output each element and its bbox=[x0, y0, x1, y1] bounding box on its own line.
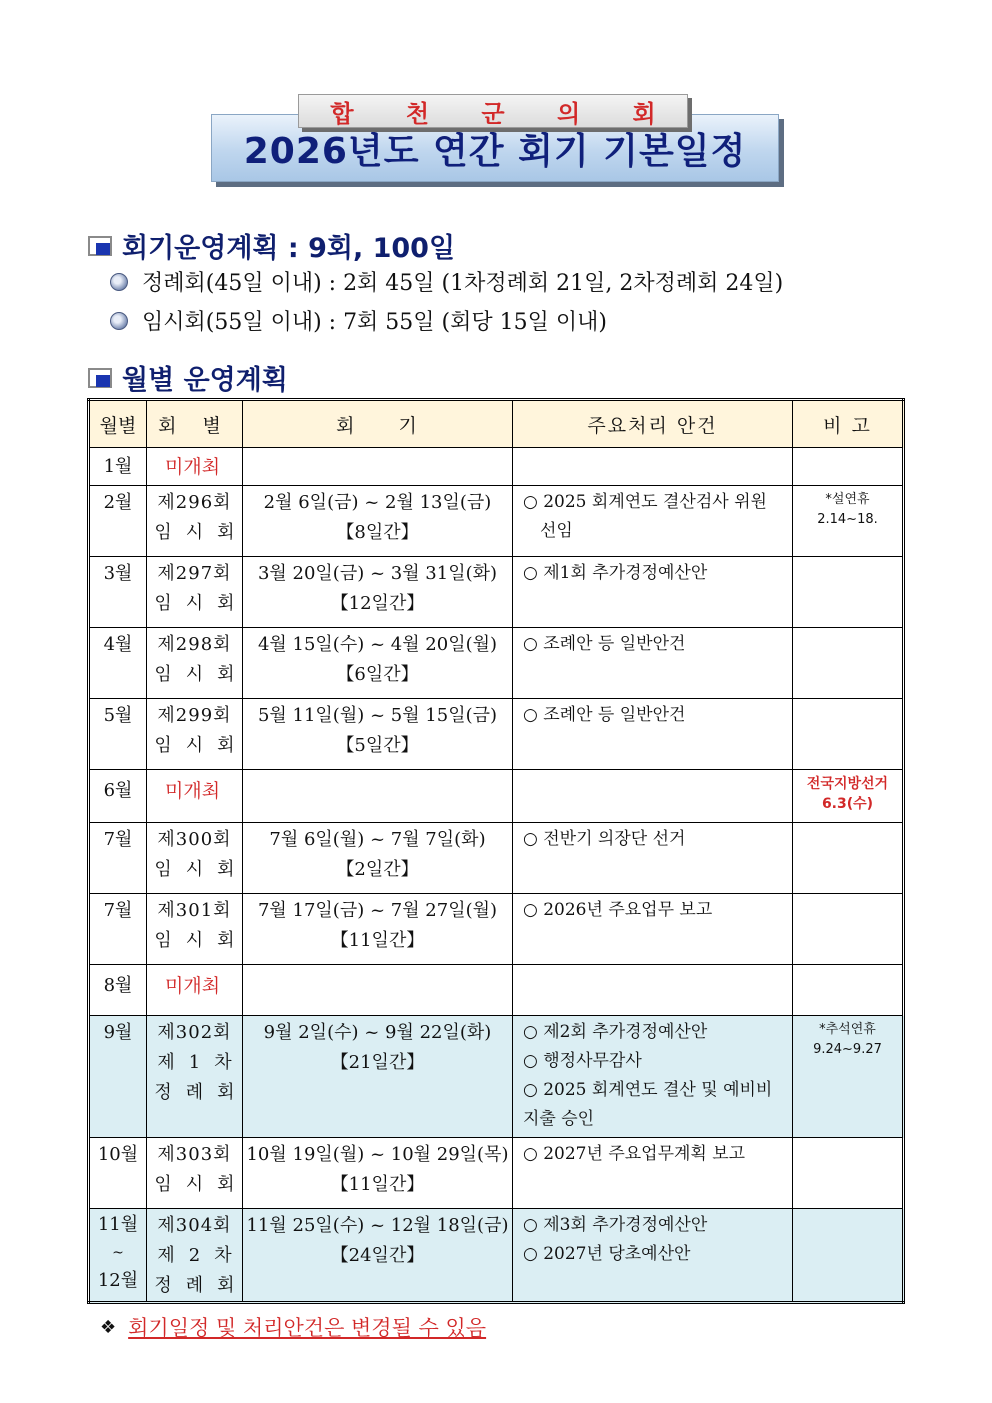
plan-item-text: 정례회(45일 이내) : 2회 45일 (1차정례회 21일, 2차정례회 24일) bbox=[142, 271, 784, 296]
header-period: 회 기 bbox=[243, 400, 513, 448]
month-cell: 8월 bbox=[89, 965, 147, 1016]
month-cell: 5월 bbox=[89, 699, 147, 770]
table-row bbox=[89, 1138, 904, 1209]
footnote bbox=[100, 1312, 486, 1342]
month-cell: 3월 bbox=[89, 557, 147, 628]
monthly-schedule-table bbox=[87, 398, 905, 1304]
session-cell: 제304회 제2차 정례회 bbox=[147, 1209, 243, 1303]
square-bullet-icon bbox=[88, 368, 112, 388]
agenda-cell: ○ 제3회 추가경정예산안 ○ 2027년 당초예산안 bbox=[513, 1209, 793, 1303]
session-cell: 제298회 임시회 bbox=[147, 628, 243, 699]
period-cell: 3월 20일(금) ~ 3월 31일(화) 【12일간】 bbox=[243, 557, 513, 628]
section-monthly-plan bbox=[88, 358, 288, 397]
period-cell: 7월 17일(금) ~ 7월 27일(월) 【11일간】 bbox=[243, 894, 513, 965]
agenda-cell: ○ 2025 회계연도 결산검사 위원 선임 bbox=[513, 486, 793, 557]
table-row bbox=[89, 557, 904, 628]
footnote-text: 회기일정 및 처리안건은 변경될 수 있음 bbox=[128, 1316, 487, 1340]
session-cell: 제301회 임시회 bbox=[147, 894, 243, 965]
header-session: 회 별 bbox=[147, 400, 243, 448]
note-cell: 전국지방선거 6.3(수) bbox=[793, 770, 904, 823]
period-cell: 2월 6일(금) ~ 2월 13일(금) 【8일간】 bbox=[243, 486, 513, 557]
month-cell: 11월 ~ 12월 bbox=[89, 1209, 147, 1303]
month-cell: 1월 bbox=[89, 448, 147, 486]
table-row bbox=[89, 448, 904, 486]
square-bullet-icon bbox=[88, 236, 112, 256]
agenda-cell: ○ 전반기 의장단 선거 bbox=[513, 823, 793, 894]
period-cell: 10월 19일(월) ~ 10월 29일(목) 【11일간】 bbox=[243, 1138, 513, 1209]
section-session-plan bbox=[88, 226, 455, 265]
table-row bbox=[89, 699, 904, 770]
table-row bbox=[89, 1016, 904, 1138]
table-header-row bbox=[89, 400, 904, 448]
agenda-cell: ○ 2027년 주요업무계획 보고 bbox=[513, 1138, 793, 1209]
diamond-bullet-icon: ❖ bbox=[100, 1316, 117, 1338]
month-cell: 4월 bbox=[89, 628, 147, 699]
agenda-cell: ○ 조례안 등 일반안건 bbox=[513, 699, 793, 770]
unheld-label: 미개최 bbox=[147, 448, 243, 486]
unheld-label: 미개최 bbox=[147, 770, 243, 823]
table-row bbox=[89, 1209, 904, 1303]
circle-bullet-icon bbox=[110, 312, 128, 330]
table-row bbox=[89, 486, 904, 557]
document-title: 2026년도 연간 회기 기본일정 bbox=[243, 130, 747, 172]
plan-item bbox=[110, 266, 783, 297]
session-cell: 제300회 임시회 bbox=[147, 823, 243, 894]
section-title: 월별 운영계획 bbox=[122, 365, 288, 396]
agenda-cell: ○ 조례안 등 일반안건 bbox=[513, 628, 793, 699]
month-cell: 7월 bbox=[89, 894, 147, 965]
table-row bbox=[89, 823, 904, 894]
council-name: 합 천 군 의 회 bbox=[330, 99, 678, 128]
month-cell: 6월 bbox=[89, 770, 147, 823]
period-cell: 5월 11일(월) ~ 5월 15일(금) 【5일간】 bbox=[243, 699, 513, 770]
section-title: 회기운영계획 : 9회, 100일 bbox=[122, 233, 456, 264]
period-cell: 9월 2일(수) ~ 9월 22일(화) 【21일간】 bbox=[243, 1016, 513, 1138]
unheld-label: 미개최 bbox=[147, 965, 243, 1016]
table-row bbox=[89, 770, 904, 823]
note-cell: *설연휴 2.14~18. bbox=[793, 486, 904, 557]
header-note: 비 고 bbox=[793, 400, 904, 448]
month-cell: 9월 bbox=[89, 1016, 147, 1138]
plan-item-text: 임시회(55일 이내) : 7회 55일 (회당 15일 이내) bbox=[142, 310, 607, 335]
table-row bbox=[89, 965, 904, 1016]
session-cell: 제299회 임시회 bbox=[147, 699, 243, 770]
period-cell: 4월 15일(수) ~ 4월 20일(월) 【6일간】 bbox=[243, 628, 513, 699]
period-cell: 7월 6일(월) ~ 7월 7일(화) 【2일간】 bbox=[243, 823, 513, 894]
month-cell: 7월 bbox=[89, 823, 147, 894]
circle-bullet-icon bbox=[110, 273, 128, 291]
table-row bbox=[89, 894, 904, 965]
month-cell: 2월 bbox=[89, 486, 147, 557]
agenda-cell: ○ 제1회 추가경정예산안 bbox=[513, 557, 793, 628]
agenda-cell: ○ 2026년 주요업무 보고 bbox=[513, 894, 793, 965]
table-row bbox=[89, 628, 904, 699]
session-cell: 제302회 제1차 정례회 bbox=[147, 1016, 243, 1138]
session-cell: 제297회 임시회 bbox=[147, 557, 243, 628]
agenda-cell: ○ 제2회 추가경정예산안 ○ 행정사무감사 ○ 2025 회계연도 결산 및 예비비 지출 승인 bbox=[513, 1016, 793, 1138]
period-cell: 11월 25일(수) ~ 12월 18일(금) 【24일간】 bbox=[243, 1209, 513, 1303]
note-cell: *추석연휴 9.24~9.27 bbox=[793, 1016, 904, 1138]
header-month: 월별 bbox=[89, 400, 147, 448]
header-agenda: 주요처리 안건 bbox=[513, 400, 793, 448]
month-cell: 10월 bbox=[89, 1138, 147, 1209]
session-cell: 제303회 임시회 bbox=[147, 1138, 243, 1209]
plan-item bbox=[110, 305, 607, 336]
session-cell: 제296회 임시회 bbox=[147, 486, 243, 557]
council-name-box bbox=[298, 94, 688, 128]
